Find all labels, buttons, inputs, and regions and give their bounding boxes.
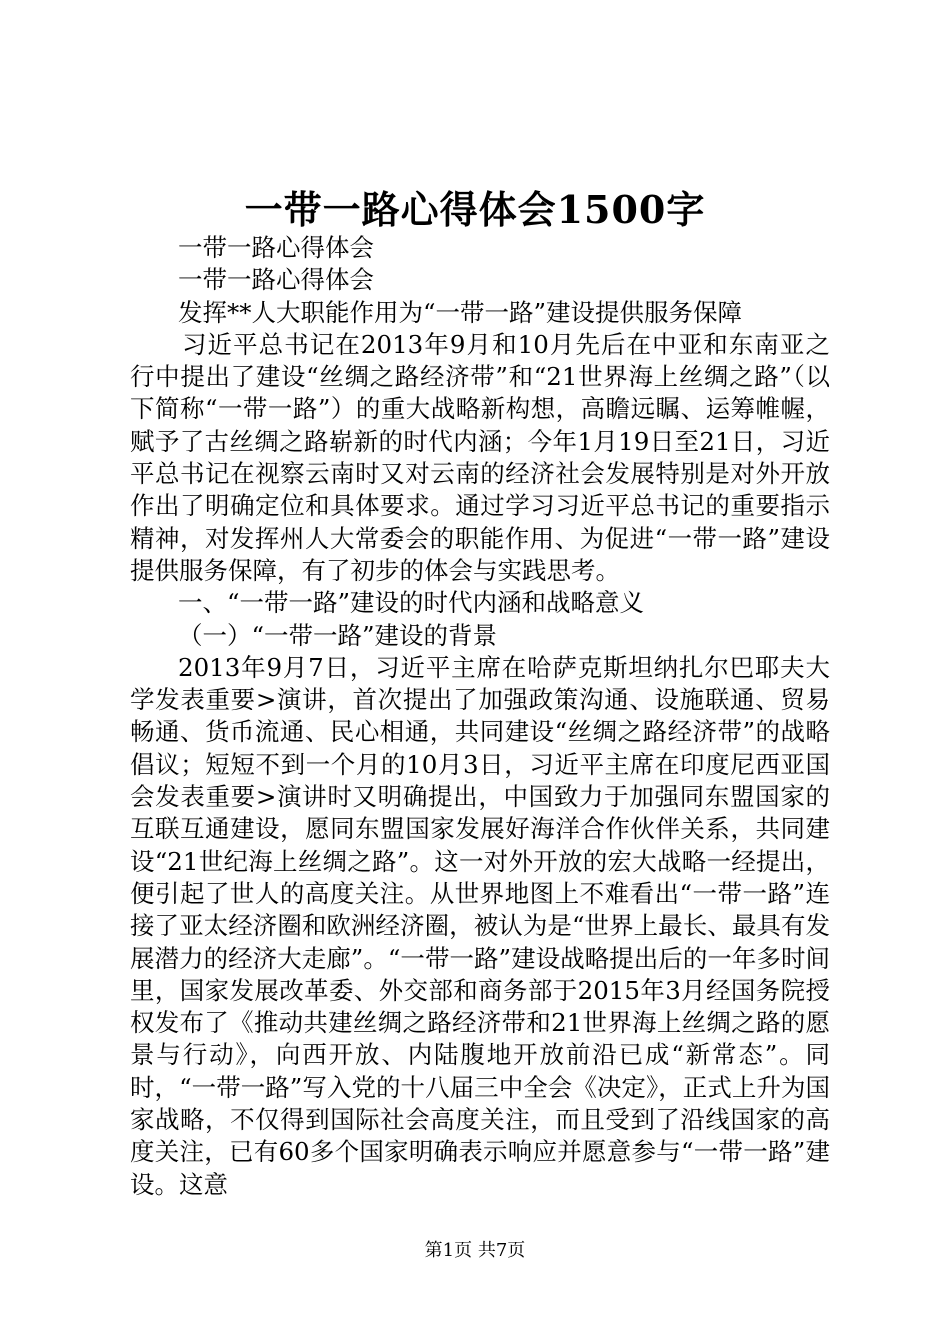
paragraph-background: 2013年9月7日，习近平主席在哈萨克斯坦纳扎尔巴耶夫大学发表重要>演讲，首次提出了加强政策沟通、设施联通、贸易畅通、货币流通、民心相通，共同建设“丝绸之路经济带”的战略倡议；短短不到一个月的10月3日，习近平主席在印度尼西亚国会发表重要>演讲时又明确提出，中国致力于加强同东盟国家的互联互通建设，愿同东盟国家发展好海洋合作伙伴关系，共同建设“21世纪海上丝绸之路”。这一对外开放的宏大战略一经提出，便引起了世人的高度关注。从世界地图上不难看出“一带一路”连接了亚太经济圈和欧洲经济圈，被认为是“世界上最长、最具有发展潜力的经济大走廊”。“一带一路”建设战略提出后的一年多时间里，国家发展改革委、外交部和商务部于2015年3月经国务院授权发布了《推动共建丝绸之路经济带和21世界海上丝绸之路的愿景与行动》，向西开放、内陆腹地开放前沿已成“新常态”。同时，“一带一路”写入党的十八届三中全会《决定》，正式上升为国家战略，不仅得到国际社会高度关注，而且受到了沿线国家的高度关注，已有60多个国家明确表示响应并愿意参与“一带一路”建设。这意 xyxy=(130,652,830,1199)
subsection-heading-1: （一）“一带一路”建设的背景 xyxy=(178,620,498,650)
paragraph-heading-2: 一带一路心得体会 xyxy=(178,265,374,295)
paragraph-subtitle: 发挥**人大职能作用为“一带一路”建设提供服务保障 xyxy=(178,297,743,327)
paragraph-intro: 习近平总书记在2013年9月和10月先后在中亚和东南亚之行中提出了建设“丝绸之路经济带”和“21世界海上丝绸之路”（以下简称“一带一路”）的重大战略新构想，高瞻远瞩、运筹帷幄，赋予了古丝绸之路崭新的时代内涵；今年1月19日至21日，习近平总书记在视察云南时又对云南的经济社会发展特别是对外开放作出了明确定位和具体要求。通过学习习近平总书记的重要指示精神，对发挥州人大常委会的职能作用、为促进“一带一路”建设提供服务保障，有了初步的体会与实践思考。 xyxy=(130,329,830,585)
section-heading-1: 一、“一带一路”建设的时代内涵和战略意义 xyxy=(178,588,645,618)
paragraph-heading-1: 一带一路心得体会 xyxy=(178,233,374,262)
document-body xyxy=(130,232,830,1201)
document-title: 一带一路心得体会1500字 xyxy=(244,187,706,232)
page-footer: 第1页 共7页 xyxy=(424,1240,526,1261)
